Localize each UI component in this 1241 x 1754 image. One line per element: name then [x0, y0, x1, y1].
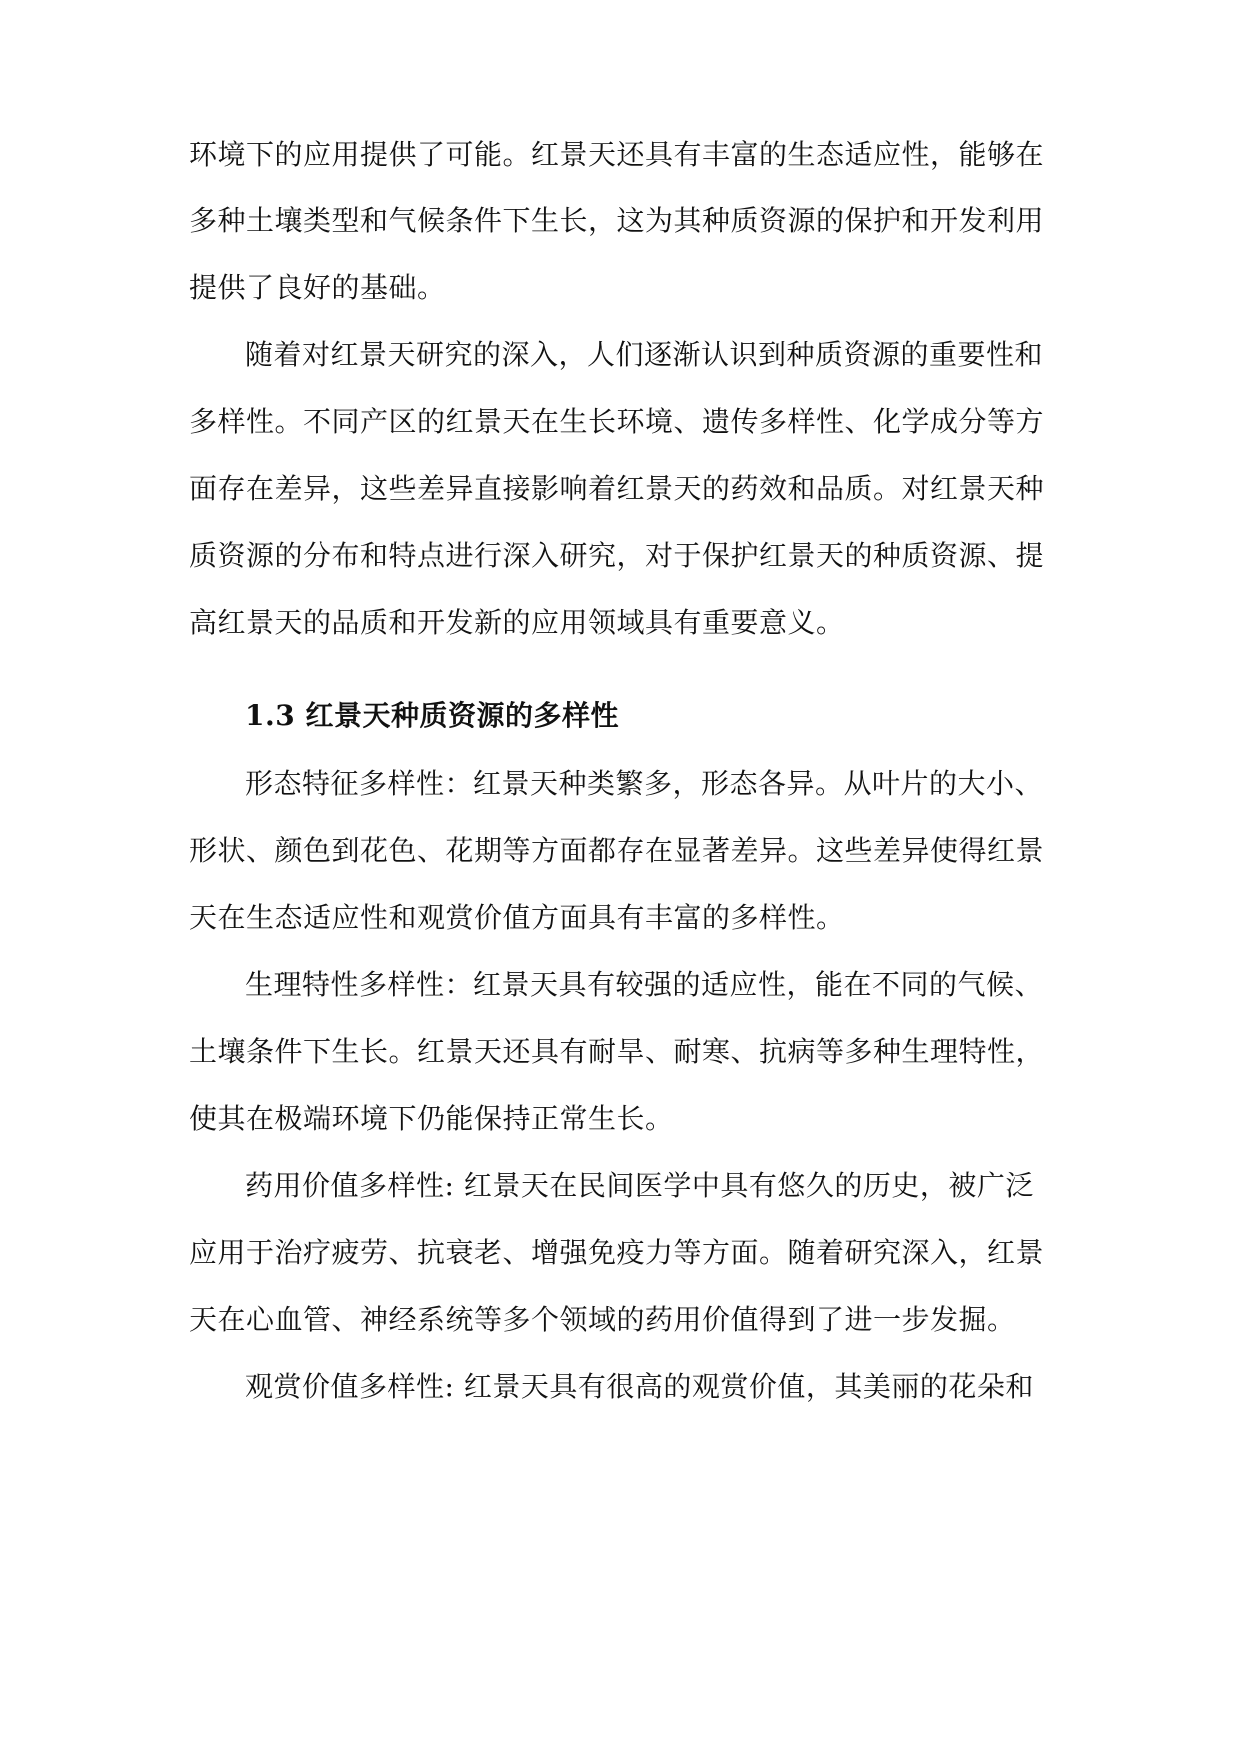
paragraph-start: 随着对红景天研究的深入，人们逐渐认识到种质资源的重要性和: [245, 338, 1044, 371]
text-line: 形状、颜色到花色、花期等方面都存在显著差异。这些差异使得红景: [189, 834, 1045, 867]
text-line: 多种土壤类型和气候条件下生长，这为其种质资源的保护和开发利用: [189, 204, 1045, 237]
paragraph-start: 生理特性多样性：红景天具有较强的适应性，能在不同的气候、: [245, 968, 1044, 1001]
text-line: 土壤条件下生长。红景天还具有耐旱、耐寒、抗病等多种生理特性，: [189, 1035, 1045, 1068]
text-line: 提供了良好的基础。: [189, 271, 446, 304]
text-line: 天在生态适应性和观赏价值方面具有丰富的多样性。: [189, 901, 845, 934]
text-line: 天在心血管、神经系统等多个领域的药用价值得到了进一步发掘。: [189, 1303, 1016, 1336]
text-line: 多样性。不同产区的红景天在生长环境、遗传多样性、化学成分等方: [189, 405, 1045, 438]
text-line: 高红景天的品质和开发新的应用领域具有重要意义。: [189, 606, 845, 639]
text-line: 应用于治疗疲劳、抗衰老、增强免疫力等方面。随着研究深入，红景: [189, 1236, 1045, 1269]
paragraph-start: 药用价值多样性: 红景天在民间医学中具有悠久的历史，被广泛: [245, 1169, 1034, 1202]
text-line: 质资源的分布和特点进行深入研究，对于保护红景天的种质资源、提: [189, 539, 1045, 572]
text-line: 环境下的应用提供了可能。红景天还具有丰富的生态适应性，能够在: [189, 138, 1045, 171]
paragraph-start: 形态特征多样性：红景天种类繁多，形态各异。从叶片的大小、: [245, 767, 1044, 800]
text-line: 面存在差异，这些差异直接影响着红景天的药效和品质。对红景天种: [189, 472, 1045, 505]
text-line: 使其在极端环境下仍能保持正常生长。: [189, 1102, 674, 1135]
paragraph-start: 观赏价值多样性: 红景天具有很高的观赏价值，其美丽的花朵和: [245, 1370, 1034, 1403]
section-heading: 1.3 红景天种质资源的多样性: [245, 699, 619, 732]
